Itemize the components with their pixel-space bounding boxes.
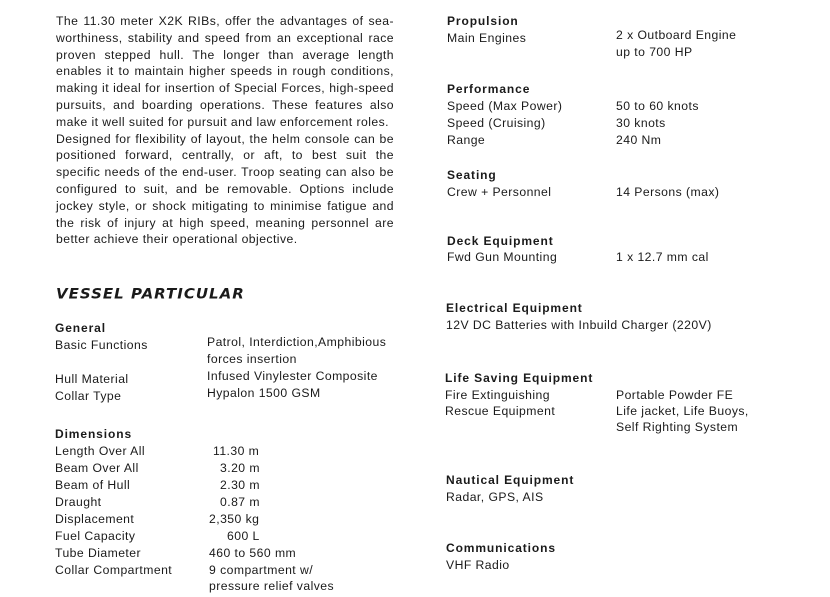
- rescue-equipment-value: Life jacket, Life Buoys,: [616, 404, 749, 418]
- hull-material-label: Hull Material: [55, 372, 129, 386]
- range-value: 240 Nm: [616, 133, 662, 147]
- rescue-equipment-label: Rescue Equipment: [445, 404, 556, 418]
- tube-diameter-value: 460 to 560 mm: [209, 546, 297, 560]
- collar-compartment-label: Collar Compartment: [55, 563, 173, 577]
- displacement-value: 2,350 kg: [209, 512, 260, 526]
- electrical-equipment-line: 12V DC Batteries with Inbuild Charger (220V): [446, 318, 712, 332]
- collar-compartment-value: 9 compartment w/: [209, 563, 314, 577]
- length-over-all-label: Length Over All: [55, 444, 146, 458]
- beam-of-hull-value: 2.30 m: [220, 478, 260, 492]
- fuel-capacity-value: 600 L: [227, 529, 260, 543]
- fire-extinguishing-label: Fire Extinguishing: [445, 388, 550, 402]
- fwd-gun-mounting-label: Fwd Gun Mounting: [447, 250, 558, 264]
- collar-type-value: Hypalon 1500 GSM: [207, 386, 321, 400]
- fuel-capacity-label: Fuel Capacity: [55, 529, 136, 543]
- nautical-equipment-heading: Nautical Equipment: [446, 473, 575, 487]
- crew-personnel-label: Crew + Personnel: [447, 185, 552, 199]
- length-over-all-value: 11.30 m: [213, 444, 260, 458]
- beam-of-hull-label: Beam of Hull: [55, 478, 131, 492]
- fwd-gun-mounting-value: 1 x 12.7 mm cal: [616, 250, 709, 264]
- fire-extinguishing-value: Portable Powder FE: [616, 388, 734, 402]
- tube-diameter-label: Tube Diameter: [55, 546, 142, 560]
- range-label: Range: [447, 133, 486, 147]
- speed-cruising-value: 30 knots: [616, 116, 666, 130]
- crew-personnel-value: 14 Persons (max): [616, 185, 720, 199]
- beam-over-all-value: 3.20 m: [220, 461, 260, 475]
- displacement-label: Displacement: [55, 512, 135, 526]
- propulsion-heading: Propulsion: [447, 14, 519, 28]
- speed-cruising-label: Speed (Cruising): [447, 116, 546, 130]
- draught-label: Draught: [55, 495, 102, 509]
- basic-functions-value-line2: forces insertion: [207, 352, 297, 366]
- nautical-equipment-line: Radar, GPS, AIS: [446, 490, 544, 504]
- collar-type-label: Collar Type: [55, 389, 122, 403]
- main-engines-label: Main Engines: [447, 31, 527, 45]
- hull-material-value: Infused Vinylester Composite: [207, 369, 378, 383]
- performance-heading: Performance: [447, 82, 531, 96]
- speed-max-value: 50 to 60 knots: [616, 99, 699, 113]
- basic-functions-label: Basic Functions: [55, 338, 148, 352]
- beam-over-all-label: Beam Over All: [55, 461, 139, 475]
- electrical-equipment-heading: Electrical Equipment: [446, 301, 583, 315]
- main-engines-value: 2 x Outboard Engine: [616, 28, 737, 42]
- deck-equipment-heading: Deck Equipment: [447, 234, 554, 248]
- collar-compartment-value-line2: pressure relief valves: [209, 579, 335, 593]
- basic-functions-value: Patrol, Interdiction,Amphibious: [207, 335, 387, 349]
- main-engines-value-line2: up to 700 HP: [616, 45, 693, 59]
- general-heading: General: [55, 321, 106, 335]
- seating-heading: Seating: [447, 168, 497, 182]
- draught-value: 0.87 m: [220, 495, 260, 509]
- intro-text: [56, 13, 394, 248]
- intro-paragraph-1: The 11.30 meter X2K RIBs, offer the advantages of sea-worthiness, stability and speed from an exceptional race proven stepped hull. The longer than average length enables it to maintain higher speeds in rough conditions, making it ideal for insertion of Special Forces, high-speed pursuits, and boarding operations. These features also make it well suited for pursuit and law enforcement roles.: [56, 14, 394, 129]
- communications-line: VHF Radio: [446, 558, 510, 572]
- vessel-particular-title: VESSEL PARTICULAR: [56, 285, 245, 303]
- rescue-equipment-value-line2: Self Righting System: [616, 420, 739, 434]
- dimensions-heading: Dimensions: [55, 427, 133, 441]
- speed-max-label: Speed (Max Power): [447, 99, 563, 113]
- communications-heading: Communications: [446, 541, 556, 555]
- life-saving-heading: Life Saving Equipment: [445, 371, 594, 385]
- intro-paragraph-2: Designed for flexibility of layout, the helm console can be positioned forward, centrally, or aft, to best suit the specific needs of the end-user. Troop seating can also be configured to suit, and be removable. Options include jockey style, or shock mitigating to minimise fatigue and the risk of injury at high speed, meaning personnel are better achieve their operational objective.: [56, 131, 394, 247]
